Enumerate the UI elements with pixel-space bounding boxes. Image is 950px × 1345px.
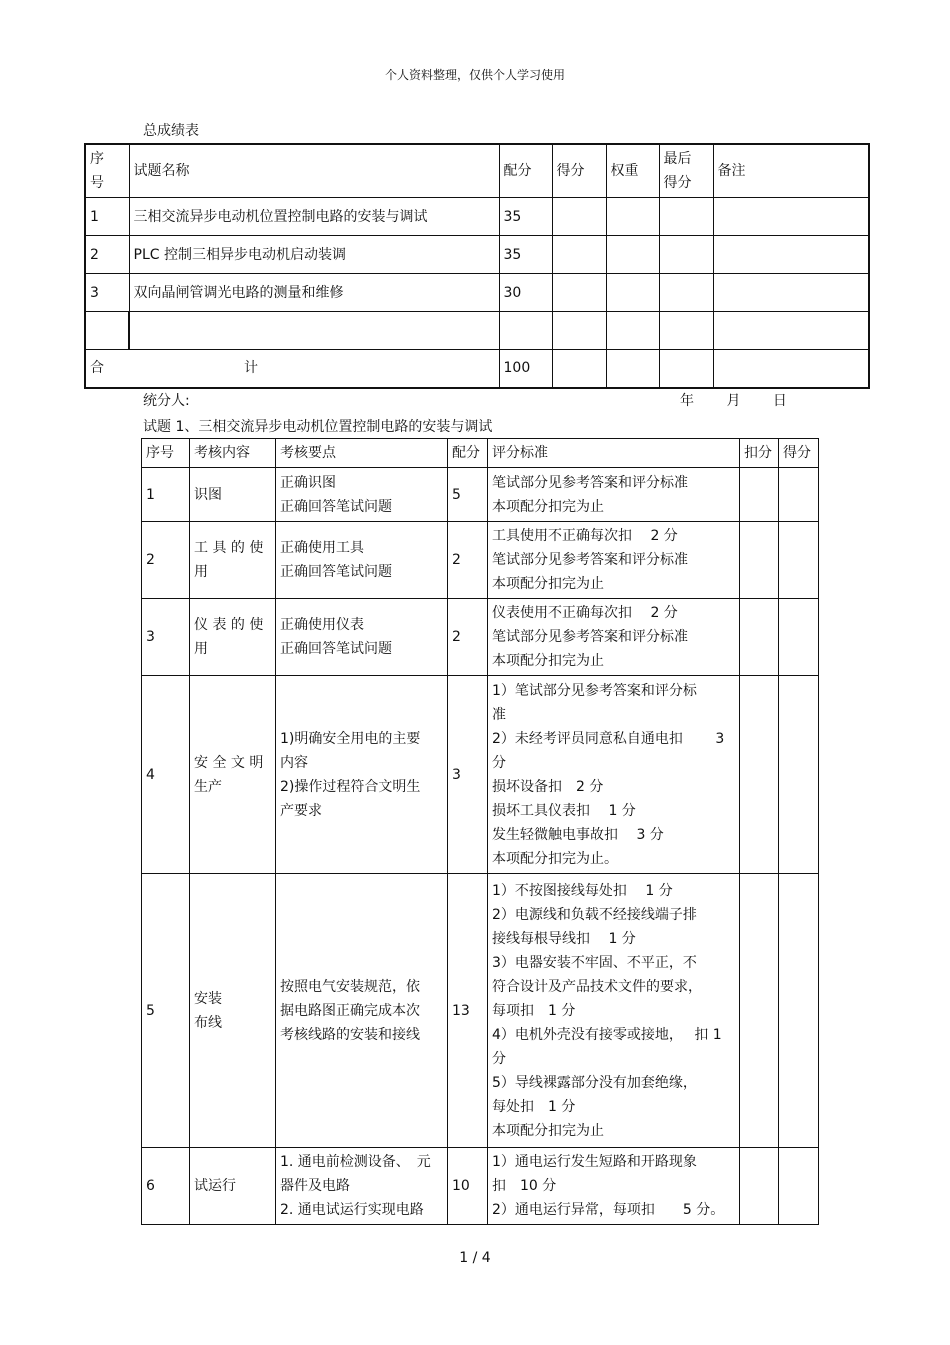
detail-row xyxy=(142,522,819,599)
summary-seq: 2 xyxy=(85,236,129,274)
summary-header-row xyxy=(85,144,869,198)
summary-name xyxy=(129,312,499,350)
summary-seq: 3 xyxy=(85,274,129,312)
detail-content: 识图 xyxy=(190,468,276,522)
detail-criteria: 1）笔试部分见参考答案和评分标 准 2）未经考评员同意私自通电扣 3 分 损坏设备扣 2 分 损坏工具仪表扣 1 分 发生轻微触电事故扣 3 分 本项配分扣完为止。 xyxy=(488,676,740,874)
summary-weight-cell xyxy=(606,198,659,236)
summary-score-cell xyxy=(552,274,606,312)
detail-deduct-cell xyxy=(740,599,779,676)
summary-note-cell xyxy=(713,236,869,274)
summary-note-cell xyxy=(713,274,869,312)
summary-final-cell xyxy=(659,236,713,274)
summary-seq: 1 xyxy=(85,198,129,236)
summary-header-final: 最后 得分 xyxy=(659,144,713,198)
detail-header-criteria: 评分标准 xyxy=(488,439,740,468)
detail-header-row xyxy=(142,439,819,468)
detail-seq: 3 xyxy=(142,599,190,676)
summary-score-cell xyxy=(552,236,606,274)
header-note: 个人资料整理，仅供个人学习使用 xyxy=(384,68,565,82)
detail-points: 5 xyxy=(448,468,488,522)
date-month: 月 xyxy=(726,393,741,409)
detail-content: 安 全 文 明 生产 xyxy=(190,676,276,874)
summary-points: 30 xyxy=(499,274,552,312)
summary-score-cell xyxy=(552,198,606,236)
detail-score-cell xyxy=(779,874,819,1148)
summary-name: 三相交流异步电动机位置控制电路的安装与调试 xyxy=(129,198,499,236)
summary-score-cell xyxy=(552,312,606,350)
detail-header-deduct: 扣分 xyxy=(740,439,779,468)
detail-header-key: 考核要点 xyxy=(276,439,448,468)
summary-total-points: 100 xyxy=(499,350,552,388)
detail-content: 工 具 的 使 用 xyxy=(190,522,276,599)
summary-points: 35 xyxy=(499,198,552,236)
summary-header-points: 配分 xyxy=(499,144,552,198)
detail-row xyxy=(142,874,819,1148)
detail-seq: 1 xyxy=(142,468,190,522)
detail-deduct-cell xyxy=(740,874,779,1148)
detail-table xyxy=(141,438,819,1225)
detail-criteria: 仪表使用不正确每次扣 2 分 笔试部分见参考答案和评分标准 本项配分扣完为止 xyxy=(488,599,740,676)
detail-seq: 6 xyxy=(142,1148,190,1225)
summary-note-cell xyxy=(713,350,869,388)
summary-row xyxy=(85,236,869,274)
detail-row xyxy=(142,1148,819,1225)
summary-weight-cell xyxy=(606,350,659,388)
detail-points: 2 xyxy=(448,599,488,676)
detail-row xyxy=(142,676,819,874)
summary-final-cell xyxy=(659,274,713,312)
summary-name: 双向晶闸管调光电路的测量和维修 xyxy=(129,274,499,312)
summary-weight-cell xyxy=(606,236,659,274)
summary-header-note: 备注 xyxy=(713,144,869,198)
total-label-left: 合 xyxy=(90,360,104,377)
detail-deduct-cell xyxy=(740,468,779,522)
summary-final-cell xyxy=(659,312,713,350)
summary-total-row xyxy=(85,350,869,388)
detail-key: 按照电气安装规范，依 据电路图正确完成本次 考核线路的安装和接线 xyxy=(276,874,448,1148)
detail-row xyxy=(142,599,819,676)
date-year: 年 xyxy=(680,393,694,409)
detail-content: 安装 布线 xyxy=(190,874,276,1148)
summary-total-label xyxy=(85,350,499,388)
summary-final-cell xyxy=(659,198,713,236)
detail-key: 正确使用仪表 正确回答笔试问题 xyxy=(276,599,448,676)
detail-points: 10 xyxy=(448,1148,488,1225)
summary-row xyxy=(85,198,869,236)
summary-seq xyxy=(85,312,129,350)
summary-header-score: 得分 xyxy=(552,144,606,198)
detail-row xyxy=(142,468,819,522)
detail-score-cell xyxy=(779,468,819,522)
detail-deduct-cell xyxy=(740,676,779,874)
summary-table xyxy=(84,143,870,389)
detail-deduct-cell xyxy=(740,1148,779,1225)
detail-key: 1)明确安全用电的主要 内容 2)操作过程符合文明生 产要求 xyxy=(276,676,448,874)
detail-content: 仪 表 的 使 用 xyxy=(190,599,276,676)
summary-name: PLC 控制三相异步电动机启动装调 xyxy=(129,236,499,274)
detail-seq: 4 xyxy=(142,676,190,874)
detail-criteria: 1）通电运行发生短路和开路现象 扣 10 分 2）通电运行异常，每项扣 5 分。 xyxy=(488,1148,740,1225)
summary-header-weight: 权重 xyxy=(606,144,659,198)
detail-header-seq: 序号 xyxy=(142,439,190,468)
summary-points xyxy=(499,312,552,350)
detail-score-cell xyxy=(779,676,819,874)
detail-criteria: 1）不按图接线每处扣 1 分 2）电源线和负载不经接线端子排 接线每根导线扣 1 分 3）电器安装不牢固、不平正，不 符合设计及产品技术文件的要求， 每项扣 1 分 4）电机外壳没有接零或接地， 扣 1 分 5）导线裸露部分没有加套绝缘， 每处扣 1 分 本项配分扣完为止 xyxy=(488,874,740,1148)
detail-key: 正确使用工具 正确回答笔试问题 xyxy=(276,522,448,599)
detail-points: 13 xyxy=(448,874,488,1148)
summary-title: 总成绩表 xyxy=(143,123,199,139)
page-number: 1 / 4 xyxy=(459,1250,491,1266)
detail-score-cell xyxy=(779,1148,819,1225)
detail-key: 1. 通电前检测设备、 元 器件及电路 2. 通电试运行实现电路 xyxy=(276,1148,448,1225)
summary-points: 35 xyxy=(499,236,552,274)
scorer-label: 统分人: xyxy=(143,393,190,409)
detail-header-content: 考核内容 xyxy=(190,439,276,468)
summary-row xyxy=(85,312,869,350)
detail-points: 2 xyxy=(448,522,488,599)
summary-header-name: 试题名称 xyxy=(129,144,499,198)
summary-final-cell xyxy=(659,350,713,388)
detail-seq: 5 xyxy=(142,874,190,1148)
date-day: 日 xyxy=(772,393,787,409)
detail-key: 正确识图 正确回答笔试问题 xyxy=(276,468,448,522)
detail-criteria: 工具使用不正确每次扣 2 分 笔试部分见参考答案和评分标准 本项配分扣完为止 xyxy=(488,522,740,599)
total-label-right: 计 xyxy=(244,360,258,377)
summary-note-cell xyxy=(713,198,869,236)
summary-header-seq: 序 号 xyxy=(85,144,129,198)
detail-header-score: 得分 xyxy=(779,439,819,468)
summary-score-cell xyxy=(552,350,606,388)
detail-content: 试运行 xyxy=(190,1148,276,1225)
summary-row xyxy=(85,274,869,312)
detail-criteria: 笔试部分见参考答案和评分标准 本项配分扣完为止 xyxy=(488,468,740,522)
summary-weight-cell xyxy=(606,274,659,312)
detail-score-cell xyxy=(779,522,819,599)
detail-points: 3 xyxy=(448,676,488,874)
date-line xyxy=(680,390,815,410)
detail-seq: 2 xyxy=(142,522,190,599)
detail-score-cell xyxy=(779,599,819,676)
detail-deduct-cell xyxy=(740,522,779,599)
item-title: 试题 1、三相交流异步电动机位置控制电路的安装与调试 xyxy=(143,419,493,435)
summary-weight-cell xyxy=(606,312,659,350)
detail-header-points: 配分 xyxy=(448,439,488,468)
summary-note-cell xyxy=(713,312,869,350)
